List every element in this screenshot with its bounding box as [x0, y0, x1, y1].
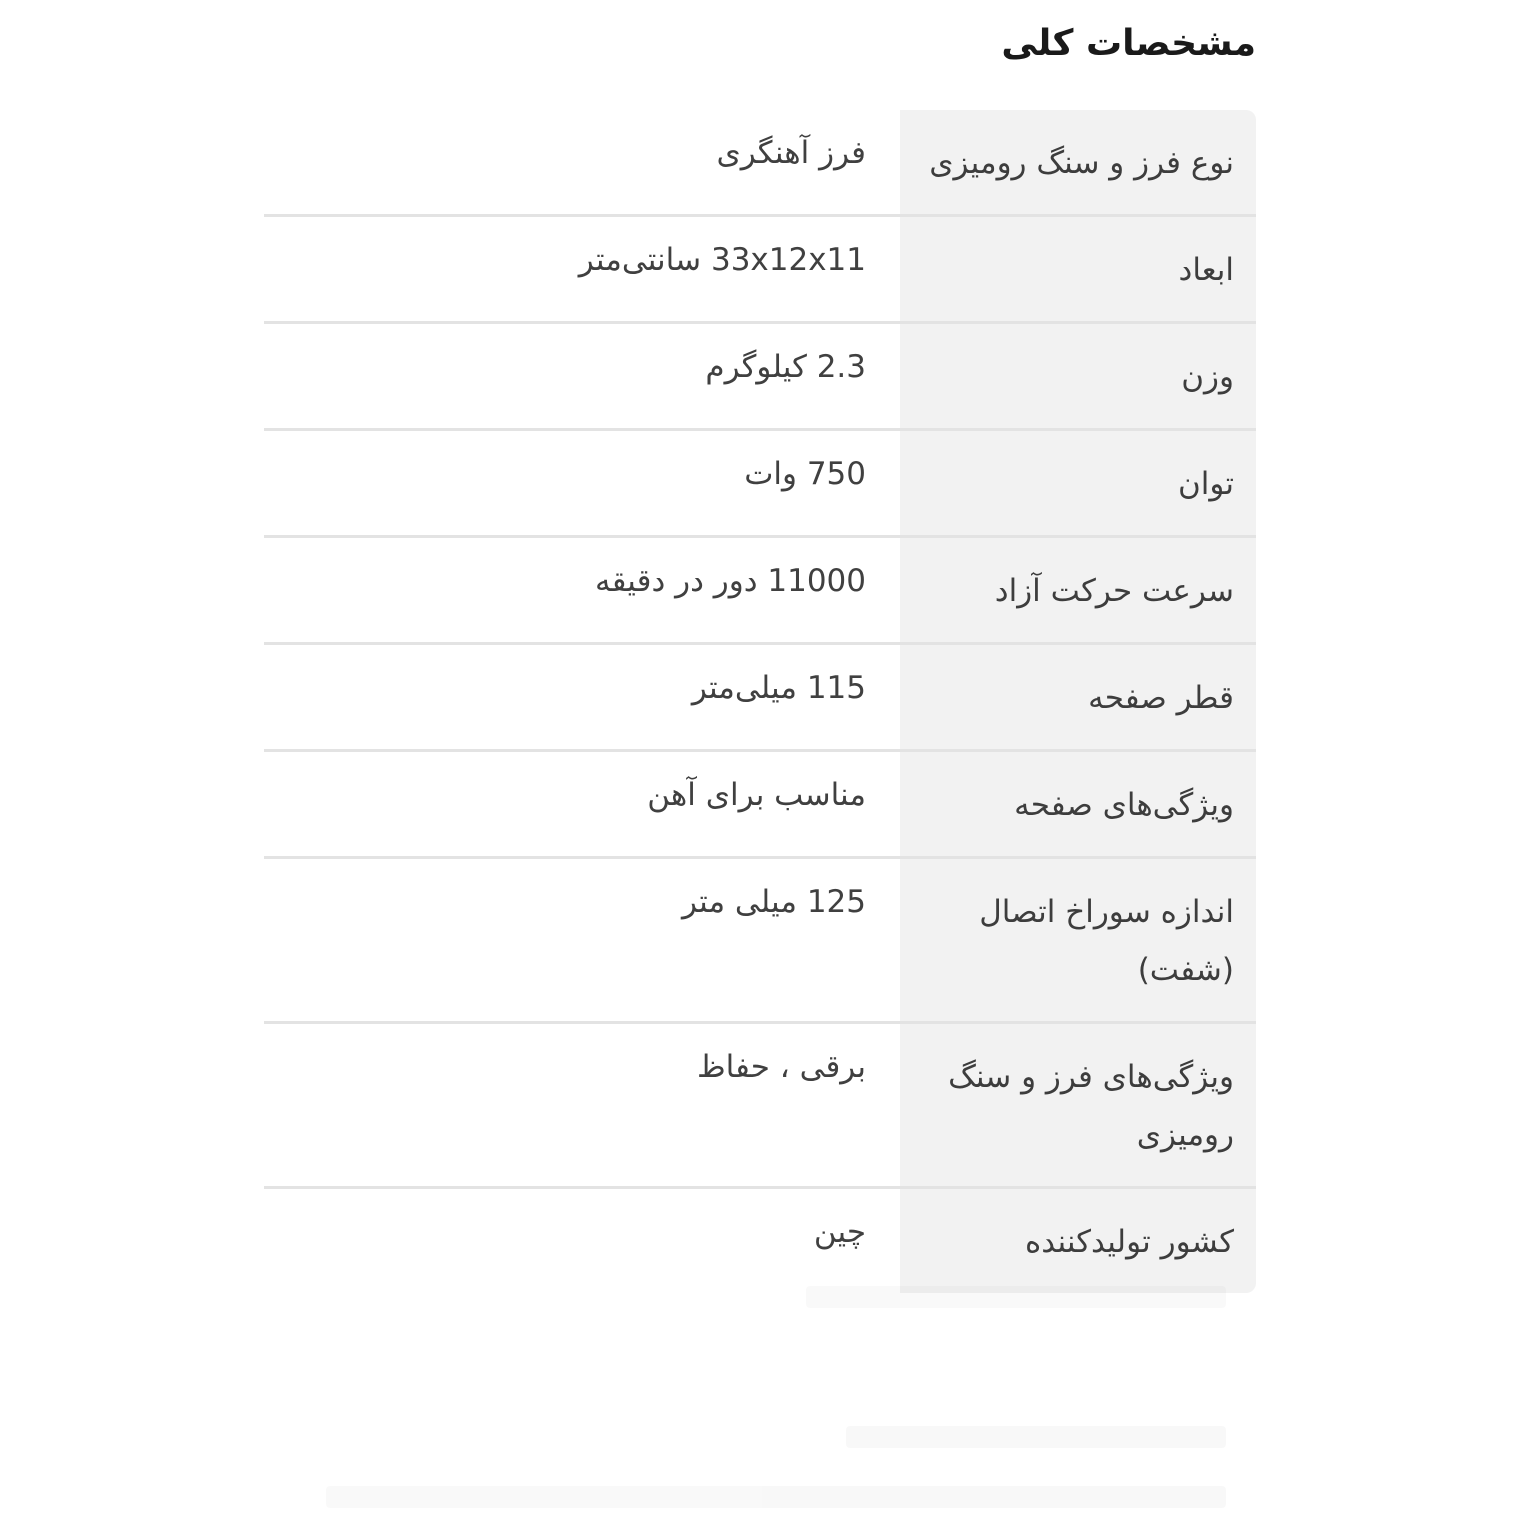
spec-value: فرز آهنگری	[716, 135, 866, 171]
spec-row	[264, 645, 1256, 752]
faded-background-content	[264, 1250, 1256, 1520]
spec-row	[264, 1024, 1256, 1189]
spec-row	[264, 110, 1256, 217]
spec-value: 115 میلی‌متر	[691, 670, 866, 706]
spec-label: توان	[900, 431, 1256, 535]
spec-value: 125 میلی متر	[681, 884, 866, 920]
spec-label: ویژگی‌های صفحه	[900, 752, 1256, 856]
spec-label: ویژگی‌های فرز و سنگ رومیزی	[900, 1024, 1256, 1186]
faded-line	[806, 1286, 1226, 1308]
spec-row	[264, 538, 1256, 645]
faded-line	[326, 1486, 1226, 1508]
spec-row	[264, 752, 1256, 859]
spec-label: کشور تولیدکننده	[900, 1189, 1256, 1293]
spec-value: 11000 دور در دقیقه	[595, 563, 866, 599]
spec-label: وزن	[900, 324, 1256, 428]
spec-label: اندازه سوراخ اتصال (شفت)	[900, 859, 1256, 1021]
spec-value: 33x12x11 سانتی‌متر	[578, 242, 866, 278]
spec-label: نوع فرز و سنگ رومیزی	[900, 110, 1256, 214]
spec-label: ابعاد	[900, 217, 1256, 321]
spec-value: مناسب برای آهن	[647, 777, 866, 813]
spec-value: چین	[813, 1214, 866, 1250]
spec-row	[264, 431, 1256, 538]
spec-row	[264, 859, 1256, 1024]
spec-value: برقی ، حفاظ	[696, 1049, 866, 1085]
spec-label: سرعت حرکت آزاد	[900, 538, 1256, 642]
faded-line	[846, 1426, 1226, 1448]
spec-value: 750 وات	[744, 456, 866, 492]
spec-value: 2.3 کیلوگرم	[705, 349, 866, 385]
section-title: مشخصات کلی	[1001, 23, 1256, 64]
spec-label: قطر صفحه	[900, 645, 1256, 749]
spec-row	[264, 217, 1256, 324]
spec-table	[264, 110, 1256, 1293]
spec-row	[264, 324, 1256, 431]
